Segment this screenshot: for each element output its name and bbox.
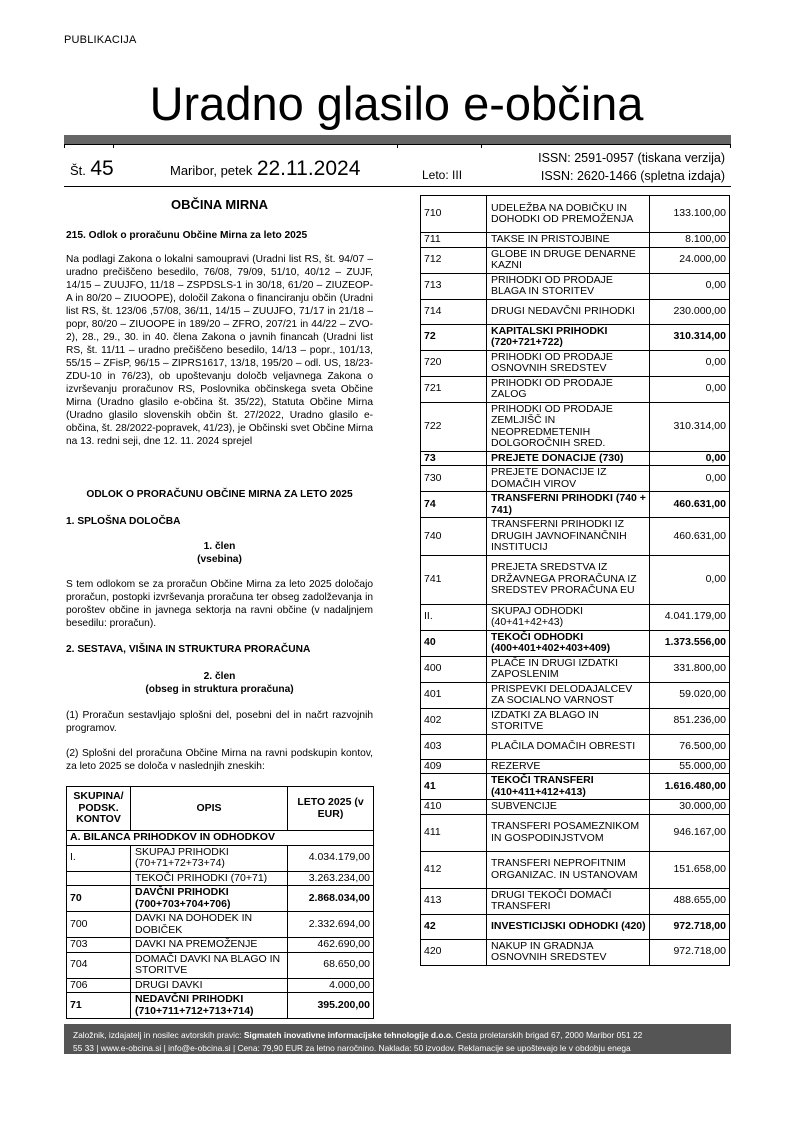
footer-line-1: [73, 1029, 722, 1042]
table-row: [421, 656, 730, 682]
table-row: [421, 555, 730, 604]
section-1-heading: 1. SPLOŠNA DOLOČBA: [66, 516, 181, 527]
rule-tick: [397, 144, 398, 148]
row-value: 331.800,00: [650, 656, 730, 682]
row-value: 395.200,00: [288, 993, 374, 1019]
row-desc: NAKUP IN GRADNJA OSNOVNIH SREDSTEV: [487, 939, 650, 965]
row-desc: SKUPAJ PRIHODKI (70+71+72+73+74): [131, 845, 288, 871]
row-code: 703: [67, 938, 131, 953]
row-desc: GLOBE IN DRUGE DENARNE KAZNI: [487, 247, 650, 273]
publisher-footer: [64, 1024, 731, 1054]
clen-2-paragraph-2: (2) Splošni del proračuna Občine Mirna na ravni podskupin kontov, za leto 2025 se določa v naslednjih zneskih:: [66, 748, 373, 772]
section-row: [67, 831, 374, 846]
row-value: 972.718,00: [650, 914, 730, 939]
row-value: 972.718,00: [650, 939, 730, 965]
row-desc: TAKSE IN PRISTOJBINE: [487, 233, 650, 248]
rule-tick: [481, 144, 482, 148]
row-desc: UDELEŽBA NA DOBIČKU IN DOHODKI OD PREMOŽENJA: [487, 196, 650, 233]
row-value: 1.616.480,00: [650, 774, 730, 800]
table-row: [67, 993, 374, 1019]
table-row: [67, 952, 374, 978]
table-row: [67, 978, 374, 993]
table-row: [421, 814, 730, 851]
rule-tick: [113, 144, 114, 148]
table-row: [421, 273, 730, 299]
row-code: 400: [421, 656, 487, 682]
odlok-heading: ODLOK O PRORAČUNU OBČINE MIRNA ZA LETO 2025: [86, 489, 353, 500]
row-value: 4.034.179,00: [288, 845, 374, 871]
clen-2-title: (obseg in struktura proračuna): [145, 684, 294, 695]
row-desc: TRANSFERI NEPROFITNIM ORGANIZAC. IN USTANOVAM: [487, 851, 650, 888]
masthead-bar: [64, 135, 731, 144]
section-a-label: A. BILANCA PRIHODKOV IN ODHODKOV: [67, 831, 374, 846]
row-code: 40: [421, 630, 487, 656]
masthead-title: Uradno glasilo e-občina: [149, 77, 644, 130]
row-value: 0,00: [650, 466, 730, 492]
row-code: I.: [67, 845, 131, 871]
clen-1-text: S tem odlokom se za proračun Občine Mirna za leto 2025 določajo proračun, postopki izvrševanja proračuna ter obseg zadolževanja in poroštev občine in javnega sektorja na ravni občine (v nadaljnjem besedilu: proračun).: [66, 579, 373, 629]
row-desc: PRIHODKI OD PRODAJE BLAGA IN STORITEV: [487, 273, 650, 299]
header-value: LETO 2025 (v EUR): [288, 787, 374, 831]
row-value: 0,00: [650, 350, 730, 376]
header-code: SKUPINA/ PODSK. KONTOV: [67, 787, 131, 831]
table-row: [421, 402, 730, 451]
issue-number: 45: [90, 157, 114, 180]
table-row: [421, 376, 730, 402]
row-desc: KAPITALSKI PRIHODKI (720+721+722): [487, 324, 650, 350]
row-code: 420: [421, 939, 487, 965]
row-code: 42: [421, 914, 487, 939]
row-value: 851.236,00: [650, 708, 730, 734]
row-desc: PRIHODKI OD PRODAJE OSNOVNIH SREDSTEV: [487, 350, 650, 376]
table-row: [421, 914, 730, 939]
act-title: 215. Odlok o proračunu Občine Mirna za leto 2025: [66, 230, 308, 241]
table-row: [421, 196, 730, 233]
table-row: [421, 492, 730, 518]
row-desc: PRIHODKI OD PRODAJE ZALOG: [487, 376, 650, 402]
row-desc: TRANSFERNI PRIHODKI IZ DRUGIH JAVNOFINANČNIH INSTITUCIJ: [487, 518, 650, 556]
municipality-heading: OBČINA MIRNA: [170, 197, 268, 212]
clen-1-heading: [66, 540, 373, 566]
row-code: 713: [421, 273, 487, 299]
row-desc: PREJETE DONACIJE IZ DOMAČIH VIROV: [487, 466, 650, 492]
table-row: [421, 759, 730, 774]
table-row: [421, 233, 730, 248]
row-desc: PRIHODKI OD PRODAJE ZEMLJIŠČ IN NEOPREDMETENIH DOLGOROČNIH SRED.: [487, 402, 650, 451]
row-code: 73: [421, 451, 487, 466]
table-row: [421, 247, 730, 273]
row-value: 460.631,00: [650, 518, 730, 556]
row-value: 8.100,00: [650, 233, 730, 248]
row-code: 704: [67, 952, 131, 978]
issn-print: ISSN: 2591-0957 (tiskana verzija): [538, 151, 725, 165]
row-desc: TEKOČI TRANSFERI (410+411+412+413): [487, 774, 650, 800]
row-code: 741: [421, 555, 487, 604]
row-code: 403: [421, 734, 487, 759]
row-desc: DAVKI NA PREMOŽENJE: [131, 938, 288, 953]
table-row: [421, 324, 730, 350]
row-value: 460.631,00: [650, 492, 730, 518]
row-desc: PRISPEVKI DELODAJALCEV ZA SOCIALNO VARNOST: [487, 682, 650, 708]
header-rule: [64, 186, 731, 187]
row-value: 4.000,00: [288, 978, 374, 993]
row-code: 730: [421, 466, 487, 492]
table-row: [421, 299, 730, 324]
row-code: 402: [421, 708, 487, 734]
table-row: [67, 912, 374, 938]
row-code: 41: [421, 774, 487, 800]
table-row: [421, 708, 730, 734]
issn-online: ISSN: 2620-1466 (spletna izdaja): [540, 169, 725, 183]
table-row: [421, 851, 730, 888]
row-code: 74: [421, 492, 487, 518]
budget-table-right: [420, 195, 730, 966]
row-code: 714: [421, 299, 487, 324]
row-code: 706: [67, 978, 131, 993]
row-code: 411: [421, 814, 487, 851]
table-row: [67, 845, 374, 871]
table-row: [421, 630, 730, 656]
row-desc: DRUGI NEDAVČNI PRIHODKI: [487, 299, 650, 324]
table-row: [421, 800, 730, 815]
table-row: [421, 939, 730, 965]
row-desc: TRANSFERNI PRIHODKI (740 + 741): [487, 492, 650, 518]
row-desc: INVESTICIJSKI ODHODKI (420): [487, 914, 650, 939]
row-desc: DRUGI TEKOČI DOMAČI TRANSFERI: [487, 888, 650, 914]
rule-tick: [730, 144, 731, 148]
clen-2-number: 2. člen: [203, 671, 236, 682]
row-value: 0,00: [650, 555, 730, 604]
row-desc: DAVKI NA DOHODEK IN DOBIČEK: [131, 912, 288, 938]
section-2-heading: 2. SESTAVA, VIŠINA IN STRUKTURA PRORAČUNA: [66, 644, 311, 655]
row-value: 310.314,00: [650, 402, 730, 451]
row-desc: PREJETE DONACIJE (730): [487, 451, 650, 466]
row-value: 151.658,00: [650, 851, 730, 888]
table-row: [421, 888, 730, 914]
row-value: 462.690,00: [288, 938, 374, 953]
row-code: 412: [421, 851, 487, 888]
footer-publisher-name: Sigmateh inovativne informacijske tehnologije d.o.o.: [243, 1030, 454, 1040]
row-desc: SUBVENCIJE: [487, 800, 650, 815]
row-code: 720: [421, 350, 487, 376]
row-value: 55.000,00: [650, 759, 730, 774]
row-value: 488.655,00: [650, 888, 730, 914]
row-desc: DAVČNI PRIHODKI (700+703+704+706): [131, 886, 288, 912]
clen-1-number: 1. člen: [203, 541, 236, 552]
row-value: 0,00: [650, 273, 730, 299]
clen-2-paragraph-1: (1) Proračun sestavljajo splošni del, posebni del in načrt razvojnih programov.: [66, 710, 373, 734]
row-value: 76.500,00: [650, 734, 730, 759]
intro-paragraph: Na podlagi Zakona o lokalni samoupravi (Uradni list RS, št. 94/07 – uradno prečiščeno besedilo, 76/08, 79/09, 51/10, 40/12 – ZUJF, 14/15 – ZUUJFO, 11/18 – ZSPDSLS-1 in 30/18, 61/20 – ZIUZEOP-A in 80/20 – ZIUOOPE), določil Zakona o financiranju občin (Uradni list RS, št. 123/06 ,57/08, 36/11, 14/15 – ZUUJFO, 71/17 in 21/18 – popr, 80/20 – ZIUOOPE in 189/20 – ZFRO, 207/21 in 44/22 – ZVO-2), 28., 29., 30. in 40. člena Zakona o javnih financah (Uradni list RS, št. 11/11 – uradno prečiščeno besedilo, 14/13 – popr., 101/13, 55/15 – ZFisP, 96/15 – ZIPRS1617, 13/18, 195/20 – odl. US, 18/23-ZDU-10 in 76/23), ob upoštevanju določb veljavnega Zakona o izvrševanju proračunov RS, Poslovnika občinskega sveta Občine Mirna (Uradno glasilo e-občina št. 35/22), Statuta Občine Mirna (Uradno glasilo slovenskih občin št. 27/2022, Uradno glasilo e-občina, št. 28/2022-popravek, 41/23), je Občinski svet Občine Mirna na 13. redni seji, dne 12. 11. 2024 sprejel: [66, 254, 373, 447]
row-code: 401: [421, 682, 487, 708]
table-row: [67, 886, 374, 912]
header-desc: OPIS: [131, 787, 288, 831]
row-value: 0,00: [650, 451, 730, 466]
row-code: 70: [67, 886, 131, 912]
table-row: [421, 350, 730, 376]
row-value: 133.100,00: [650, 196, 730, 233]
row-value: 68.650,00: [288, 952, 374, 978]
row-desc: DOMAČI DAVKI NA BLAGO IN STORITVE: [131, 952, 288, 978]
row-code: 410: [421, 800, 487, 815]
row-desc: SKUPAJ ODHODKI (40+41+42+43): [487, 604, 650, 630]
row-code: II.: [421, 604, 487, 630]
row-code: 711: [421, 233, 487, 248]
footer-line-2: 55 33 | www.e-obcina.si | info@e-obcina.si | Cena: 79,90 EUR za letno naročnino. Naklada: 50 izvodov. Reklamacije se upoštevajo le v obdobju enega: [73, 1043, 631, 1053]
row-value: 59.020,00: [650, 682, 730, 708]
row-code: 722: [421, 402, 487, 451]
row-desc: TRANSFERI POSAMEZNIKOM IN GOSPODINJSTVOM: [487, 814, 650, 851]
clen-1-title: (vsebina): [197, 554, 242, 565]
issue-number-block: [70, 157, 114, 181]
table-row: [421, 734, 730, 759]
row-code: 710: [421, 196, 487, 233]
row-value: 1.373.556,00: [650, 630, 730, 656]
row-value: 24.000,00: [650, 247, 730, 273]
row-code: 712: [421, 247, 487, 273]
year-label: Leto: III: [422, 168, 463, 182]
footer-address: Cesta proletarskih brigad 67, 2000 Maribor 051 22: [455, 1030, 643, 1040]
table-row: [421, 774, 730, 800]
row-value: 30.000,00: [650, 800, 730, 815]
dateline: [170, 157, 360, 181]
table-row: [421, 466, 730, 492]
table-row: [67, 871, 374, 886]
row-desc: TEKOČI PRIHODKI (70+71): [131, 871, 288, 886]
row-code: 721: [421, 376, 487, 402]
row-code: 71: [67, 993, 131, 1019]
dateline-prefix: Maribor, petek: [170, 163, 253, 178]
row-code: 740: [421, 518, 487, 556]
row-code: [67, 871, 131, 886]
row-desc: IZDATKI ZA BLAGO IN STORITVE: [487, 708, 650, 734]
row-value: 2.332.694,00: [288, 912, 374, 938]
issue-label: Št.: [70, 163, 86, 178]
row-code: 72: [421, 324, 487, 350]
row-value: 2.868.034,00: [288, 886, 374, 912]
row-desc: REZERVE: [487, 759, 650, 774]
row-desc: TEKOČI ODHODKI (400+401+402+403+409): [487, 630, 650, 656]
row-value: 3.263.234,00: [288, 871, 374, 886]
row-value: 4.041.179,00: [650, 604, 730, 630]
budget-table-left: [66, 786, 374, 1019]
footer-publisher-prefix: Založnik, izdajatelj in nosilec avtorskih pravic:: [73, 1030, 242, 1040]
table-row: [67, 938, 374, 953]
table-row: [421, 604, 730, 630]
clen-2-heading: [66, 670, 373, 696]
row-desc: PLAČE IN DRUGI IZDATKI ZAPOSLENIM: [487, 656, 650, 682]
row-value: 0,00: [650, 376, 730, 402]
issue-date: 22.11.2024: [256, 157, 361, 180]
row-code: 409: [421, 759, 487, 774]
row-desc: NEDAVČNI PRIHODKI (710+711+712+713+714): [131, 993, 288, 1019]
table-row: [421, 682, 730, 708]
row-code: 413: [421, 888, 487, 914]
rule-tick: [64, 144, 65, 148]
table-header-row: [67, 787, 374, 831]
row-value: 310.314,00: [650, 324, 730, 350]
row-desc: DRUGI DAVKI: [131, 978, 288, 993]
row-value: 230.000,00: [650, 299, 730, 324]
row-desc: PREJETA SREDSTVA IZ DRŽAVNEGA PRORAČUNA IZ SREDSTEV PRORAČUNA EU: [487, 555, 650, 604]
row-value: 946.167,00: [650, 814, 730, 851]
row-code: 700: [67, 912, 131, 938]
table-row: [421, 451, 730, 466]
publication-label: PUBLIKACIJA: [64, 34, 137, 46]
table-row: [421, 518, 730, 556]
row-desc: PLAČILA DOMAČIH OBRESTI: [487, 734, 650, 759]
